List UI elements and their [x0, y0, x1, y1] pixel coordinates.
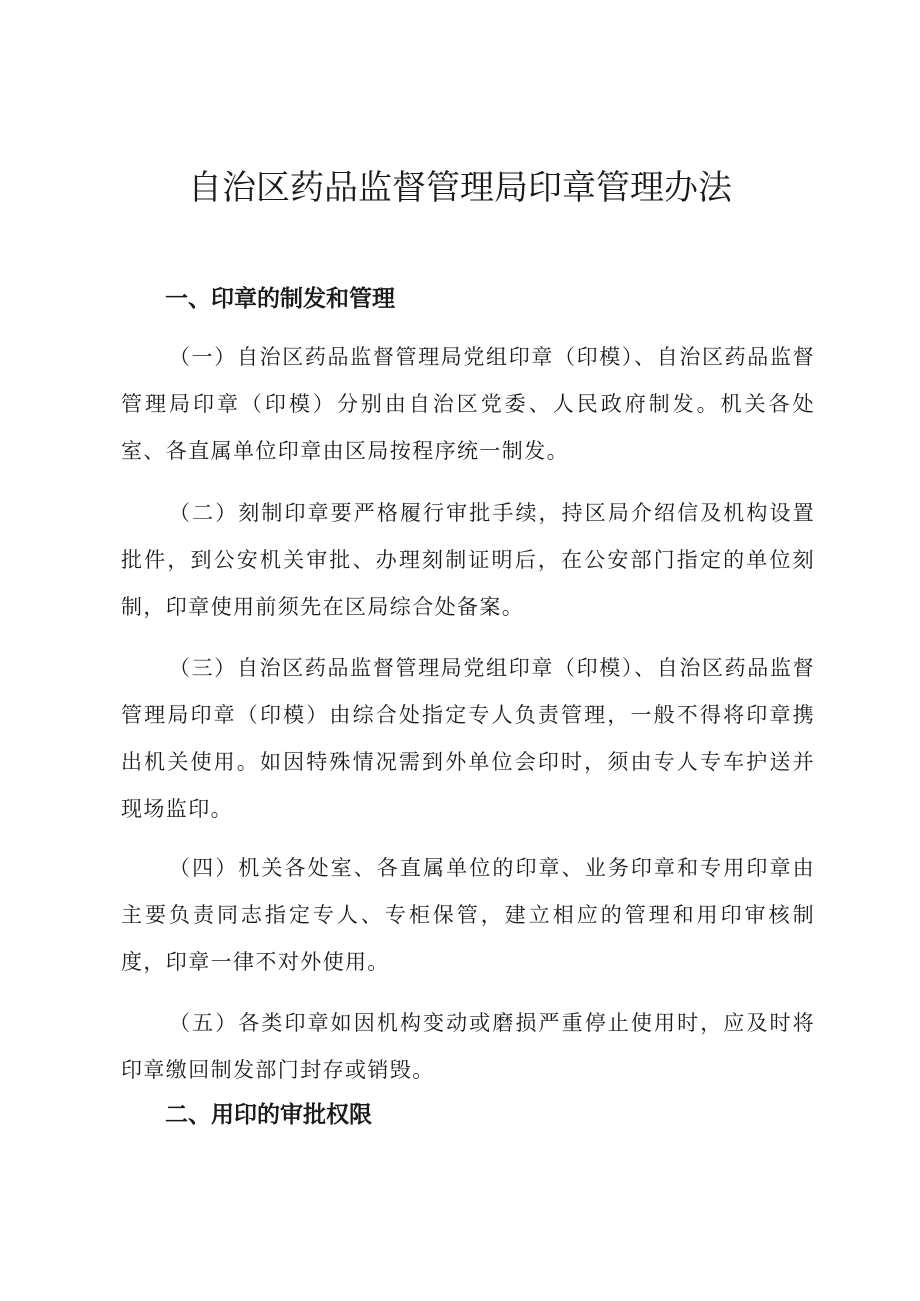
paragraph-1-5: （五）各类印章如因机构变动或磨损严重停止使用时，应及时将印章缴回制发部门封存或销毁。 [121, 1011, 815, 1082]
paragraph-1-4: （四）机关各处室、各直属单位的印章、业务印章和专用印章由主要负责同志指定专人、专柜保管，建立相应的管理和用印审核制度，印章一律不对外使用。 [121, 856, 815, 974]
section-heading-2: 二、用印的审批权限 [165, 1102, 372, 1128]
paragraph-1-1: （一）自治区药品监督管理局党组印章（印模）、自治区药品监督管理局印章（印模）分别由自治区党委、人民政府制发。机关各处室、各直属单位印章由区局按程序统一制发。 [121, 345, 815, 463]
paragraph-1-3: （三）自治区药品监督管理局党组印章（印模）、自治区药品监督管理局印章（印模）由综合处指定专人负责管理，一般不得将印章携出机关使用。如因特殊情况需到外单位会印时，须由专人专车护送并现场监印。 [121, 656, 815, 821]
document-title: 自治区药品监督管理局印章管理办法 [188, 168, 732, 208]
section-heading-1: 一、印章的制发和管理 [165, 286, 395, 312]
paragraph-1-2: （二）刻制印章要严格履行审批手续，持区局介绍信及机构设置批件，到公安机关审批、办理刻制证明后，在公安部门指定的单位刻制，印章使用前须先在区局综合处备案。 [121, 501, 815, 619]
